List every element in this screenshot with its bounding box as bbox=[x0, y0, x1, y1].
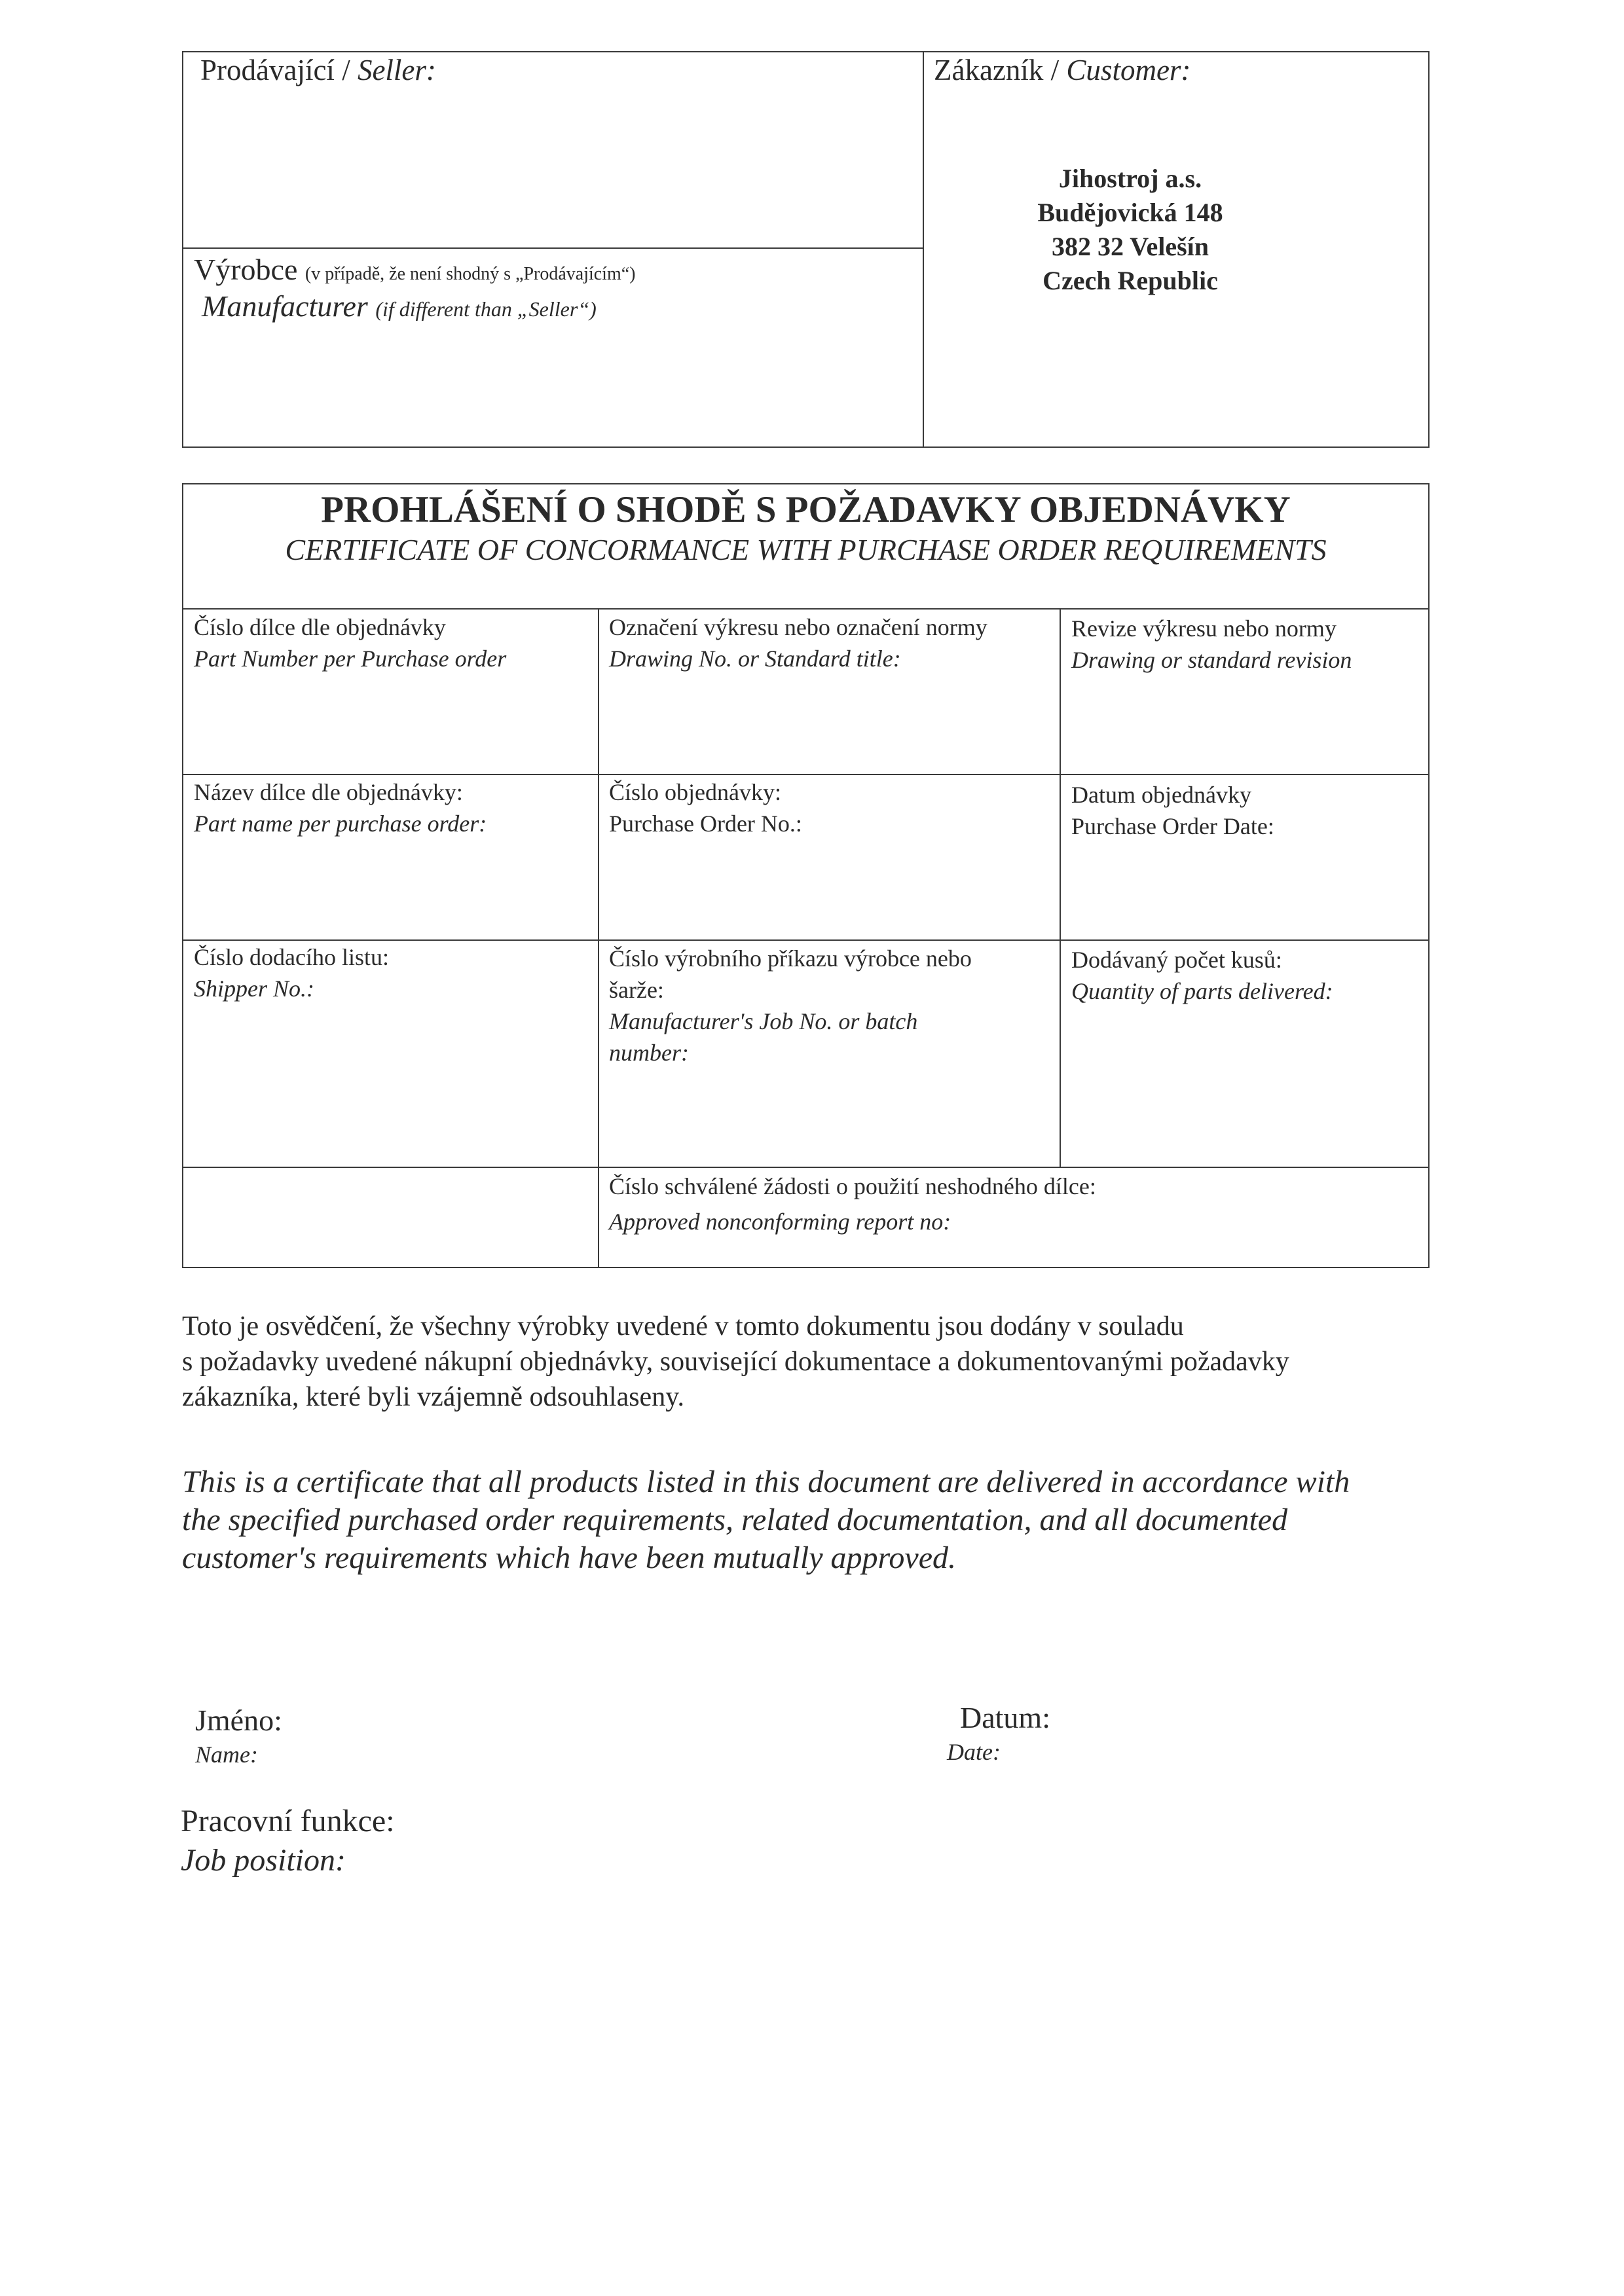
statement-en-line-2: the specified purchased order requirements, related documentation, and all documented bbox=[182, 1503, 1288, 1537]
customer-address-line-2: Budějovická 148 bbox=[1037, 198, 1223, 227]
part-number-label-cs: Číslo dílce dle objednávky bbox=[194, 614, 446, 640]
drawing-no-label-en: Drawing No. or Standard title: bbox=[609, 646, 901, 672]
quantity-label-en: Quantity of parts delivered: bbox=[1071, 978, 1333, 1004]
statement-cs-line-1: Toto je osvědčení, že všechny výrobky uvedené v tomto dokumentu jsou dodány v souladu bbox=[182, 1311, 1184, 1341]
purchase-order-date-label-en: Purchase Order Date: bbox=[1071, 813, 1274, 839]
manufacturer-note-en: (if different than „Seller“) bbox=[375, 297, 597, 321]
job-no-label-en-2: number: bbox=[609, 1040, 689, 1066]
job-no-label-cs-1: Číslo výrobního příkazu výrobce nebo bbox=[609, 945, 972, 972]
statement-en-line-1: This is a certificate that all products listed in this document are delivered in accordance with bbox=[182, 1465, 1350, 1499]
statement-en-line-3: customer's requirements which have been mutually approved. bbox=[182, 1540, 956, 1575]
customer-label bbox=[934, 54, 1190, 88]
shipper-no-label-en: Shipper No.: bbox=[194, 975, 314, 1002]
job-position-label-cs: Pracovní funkce: bbox=[181, 1804, 395, 1838]
part-name-label-en: Part name per purchase order: bbox=[194, 811, 487, 837]
name-label-cs: Jméno: bbox=[195, 1704, 282, 1737]
seller-label-en: Seller: bbox=[357, 54, 436, 86]
purchase-order-no-label-cs: Číslo objednávky: bbox=[609, 779, 781, 805]
table-vline-2 bbox=[1060, 608, 1061, 1167]
part-name-label-cs: Název dílce dle objednávky: bbox=[194, 779, 463, 805]
date-label-cs: Datum: bbox=[960, 1701, 1050, 1734]
name-label-en: Name: bbox=[195, 1741, 258, 1768]
job-no-label-cs-2: šarže: bbox=[609, 977, 664, 1003]
statement-cs-line-2: s požadavky uvedené nákupní objednávky, související dokumentace a dokumentovanými požadavky bbox=[182, 1347, 1289, 1377]
manufacturer-note-cs: (v případě, že není shodný s „Prodávajícím“) bbox=[304, 264, 636, 284]
job-no-label-en-1: Manufacturer's Job No. or batch bbox=[609, 1008, 918, 1034]
seller-manufacturer-divider bbox=[182, 247, 923, 249]
purchase-order-date-label-cs: Datum objednávky bbox=[1071, 782, 1251, 808]
customer-address-line-3: 382 32 Velešín bbox=[1051, 232, 1209, 261]
statement-cs-line-3: zákazníka, které byli vzájemně odsouhlaseny. bbox=[182, 1382, 684, 1412]
purchase-order-no-label-en: Purchase Order No.: bbox=[609, 811, 802, 837]
table-hline-1 bbox=[182, 608, 1430, 610]
certificate-title-cs: PROHLÁŠENÍ O SHODĚ S POŽADAVKY OBJEDNÁVKY bbox=[321, 489, 1291, 530]
table-hline-4 bbox=[182, 1167, 1430, 1168]
job-position-label-en: Job position: bbox=[181, 1843, 346, 1878]
customer-address-line-1: Jihostroj a.s. bbox=[1058, 164, 1202, 193]
nonconforming-report-label-en: Approved nonconforming report no: bbox=[609, 1209, 951, 1235]
seller-label-cs: Prodávající / bbox=[200, 54, 350, 86]
nonconforming-report-label-cs: Číslo schválené žádosti o použití neshodného dílce: bbox=[609, 1173, 1096, 1199]
customer-label-en: Customer: bbox=[1066, 54, 1191, 86]
part-number-label-en: Part Number per Purchase order bbox=[194, 646, 507, 672]
customer-address-line-4: Czech Republic bbox=[1043, 266, 1218, 295]
drawing-no-label-cs: Označení výkresu nebo označení normy bbox=[609, 614, 987, 640]
table-hline-3 bbox=[182, 939, 1430, 941]
date-label-en: Date: bbox=[947, 1739, 1001, 1765]
drawing-revision-label-cs: Revize výkresu nebo normy bbox=[1071, 615, 1337, 642]
certificate-table bbox=[182, 483, 1430, 1268]
manufacturer-label-en: Manufacturer (if different than „Seller“) bbox=[202, 289, 597, 323]
table-vline-1 bbox=[598, 608, 599, 1268]
table-hline-2 bbox=[182, 774, 1430, 775]
certificate-title-en: CERTIFICATE OF CONCORMANCE WITH PURCHASE ORDER REQUIREMENTS bbox=[285, 533, 1327, 566]
seller-label bbox=[200, 54, 436, 88]
drawing-revision-label-en: Drawing or standard revision bbox=[1071, 647, 1352, 673]
customer-label-cs: Zákazník / bbox=[934, 54, 1060, 86]
quantity-label-cs: Dodávaný počet kusů: bbox=[1071, 947, 1282, 973]
manufacturer-label-cs: Výrobce (v případě, že není shodný s „Prodávajícím“) bbox=[194, 253, 636, 286]
shipper-no-label-cs: Číslo dodacího listu: bbox=[194, 944, 390, 970]
seller-customer-divider bbox=[923, 51, 924, 448]
